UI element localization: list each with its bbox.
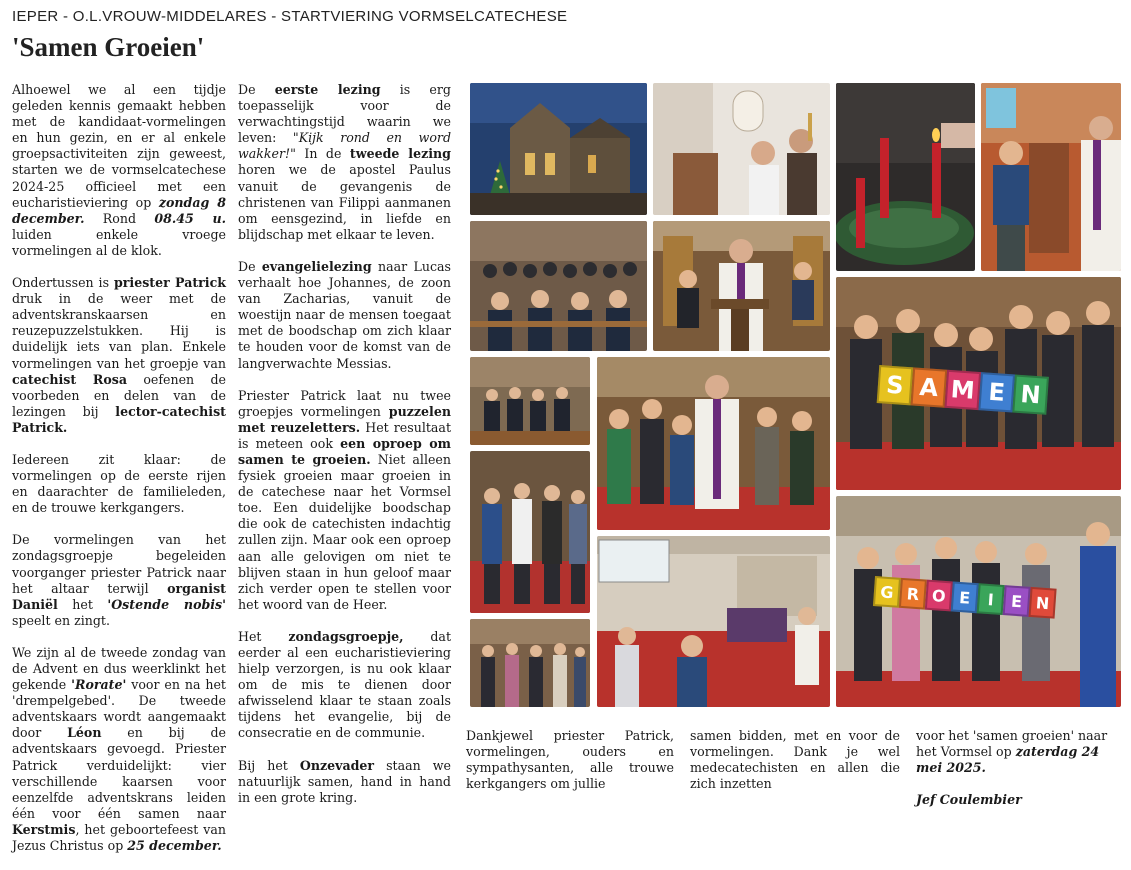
closing-text-3: voor het 'samen groeien' naar het Vormsel op zaterdag 24 mei 2025. Jef Coulembier [916, 728, 1128, 808]
paragraph: De evangelielezing naar Lucas verhaalt hoe Johannes, de zoon van Zacharias, vanuit de woestijn naar de mensen toegaat met de boodschap om zich klaar te houden voor de komst van de langverwachte Messias. [238, 258, 451, 371]
church-exterior-photo [470, 83, 647, 215]
paragraph: De eerste lezing is erg toepasselijk voor de verwachtingstijd waarin we leven: "Kijk rond en word wakker!" In de tweede lezing horen we de apostel Paulus vanuit de gevangenis de christenen van Filippi aanmanen om eensgezind, in liefde en blijdschap met elkaar te leven. [238, 82, 452, 242]
paragraph: Bij het Onzevader staan we natuurlijk samen, hand in hand in een grote kring. [238, 757, 451, 805]
puzzle-letter-tile: I [977, 583, 1005, 615]
puzzle-letter-tile: M [945, 370, 982, 410]
puzzle-letter-tile: S [877, 365, 914, 405]
children-standing-photo [470, 451, 590, 613]
paragraph: Ondertussen is priester Patrick druk in de weer met de adventskranskaarsen en reuzepuzzelstukken. Hij is duidelijk iets van plan. Enkele vormelingen van het groepje van catechist Rosa oefenen de voorbeden en delen van de lezingen bij lector-catechist Patrick. [12, 275, 226, 435]
paragraph: Priester Patrick laat nu twee groepjes vormelingen puzzelen met reuzeletters. Het resultaat is meteen ook een oproep om samen te groeien. Niet alleen fysiek groeien maar groeien in de catechese naar het Vormsel toe. Een duidelijke boodschap die ook de catechisten indachtig zullen zijn. Maar ook een oproep aan alle gelovigen om niet te blijven staan in hun geloof maar zich verder open te stellen voor het woord van de Heer. [238, 387, 452, 612]
puzzle-letter-tile: E [1003, 585, 1031, 617]
paragraph: Iedereen zit klaar: de vormelingen op de eerste rijen en daarachter de familieleden, en de trouwe kerkgangers. [12, 451, 226, 516]
boy-lighting-candle-photo [981, 83, 1121, 271]
paragraph: Alhoewel we al een tijdje geleden kennis gemaakt hebben met de kandidaat-vormelingen en hun gezin, en er al enkele groepsactiviteiten zijn geweest, starten we de vormselcatechese 2024-25 officieel met een eucharistieviering op zondag 8 december. Rond 08.45 u. luiden enkele vroege vormelingen al de klok. [12, 82, 226, 258]
text-column-1 [12, 82, 226, 870]
text-column-2 [238, 82, 451, 822]
paragraph: De vormelingen van het zondagsgroepje begeleiden voorganger priester Patrick naar het altaar terwijl organist Daniël het 'Ostende nobis' speelt en zingt. [12, 532, 226, 628]
article-kicker: IEPER - O.L.VROUW-MIDDELARES - STARTVIERING VORMSELCATECHESE [12, 8, 568, 25]
puzzle-letter-tile: G [873, 576, 901, 608]
puzzle-samen-photo [836, 277, 1121, 490]
altar-servers-photo [470, 619, 590, 707]
priest-at-lectern-photo [653, 221, 830, 351]
puzzle-letter-tile: E [978, 372, 1015, 412]
puzzle-letter-tile: A [911, 367, 948, 407]
children-front-rows-photo [470, 357, 590, 445]
priest-with-children-photo [597, 357, 830, 530]
puzzle-groeien-photo [836, 496, 1121, 707]
puzzle-letter-tile: R [899, 578, 927, 610]
author-signature: Jef Coulembier [916, 792, 1022, 808]
puzzle-letter-tile: N [1029, 587, 1057, 619]
church-interior-photo [597, 536, 830, 707]
seated-congregation-photo [470, 221, 647, 351]
puzzle-letter-tile: O [925, 580, 953, 612]
article-headline: 'Samen Groeien' [12, 32, 205, 62]
advent-wreath-photo [836, 83, 975, 271]
puzzle-letter-tile: N [1012, 375, 1049, 415]
closing-text-1: Dankjewel priester Patrick, vormelingen, ouders en sympathysanten, alle trouwe kerkgangers om jullie [466, 728, 674, 792]
closing-text-2: samen bidden, met en voor de vormelingen. Dank je wel medecatechisten en allen die zich inzetten [690, 728, 900, 792]
paragraph: We zijn al de tweede zondag van de Advent en dus weerklinkt het gekende 'Rorate' voor en na het 'drempelgebed'. De tweede adventskaars wordt aangemaakt door Léon en bij de adventskaars gevoegd. Priester Patrick verduidelijkt: vier verschillende kaarsen voor eenzelfde adventskrans leiden één voor één samen naar Kerstmis, het geboortefeest van Jezus Christus op 25 december. [12, 644, 226, 854]
puzzle-letter-tile: E [951, 581, 979, 613]
candle-lighting-photo [653, 83, 830, 215]
paragraph: Het zondagsgroepje, dat eerder al een eucharistieviering hielp verzorgen, is nu ook klaar om de mis te dienen door afwisselend klaar te staan zoals tijdens het evangelie, bij de consecratie en de communie. [238, 628, 452, 741]
